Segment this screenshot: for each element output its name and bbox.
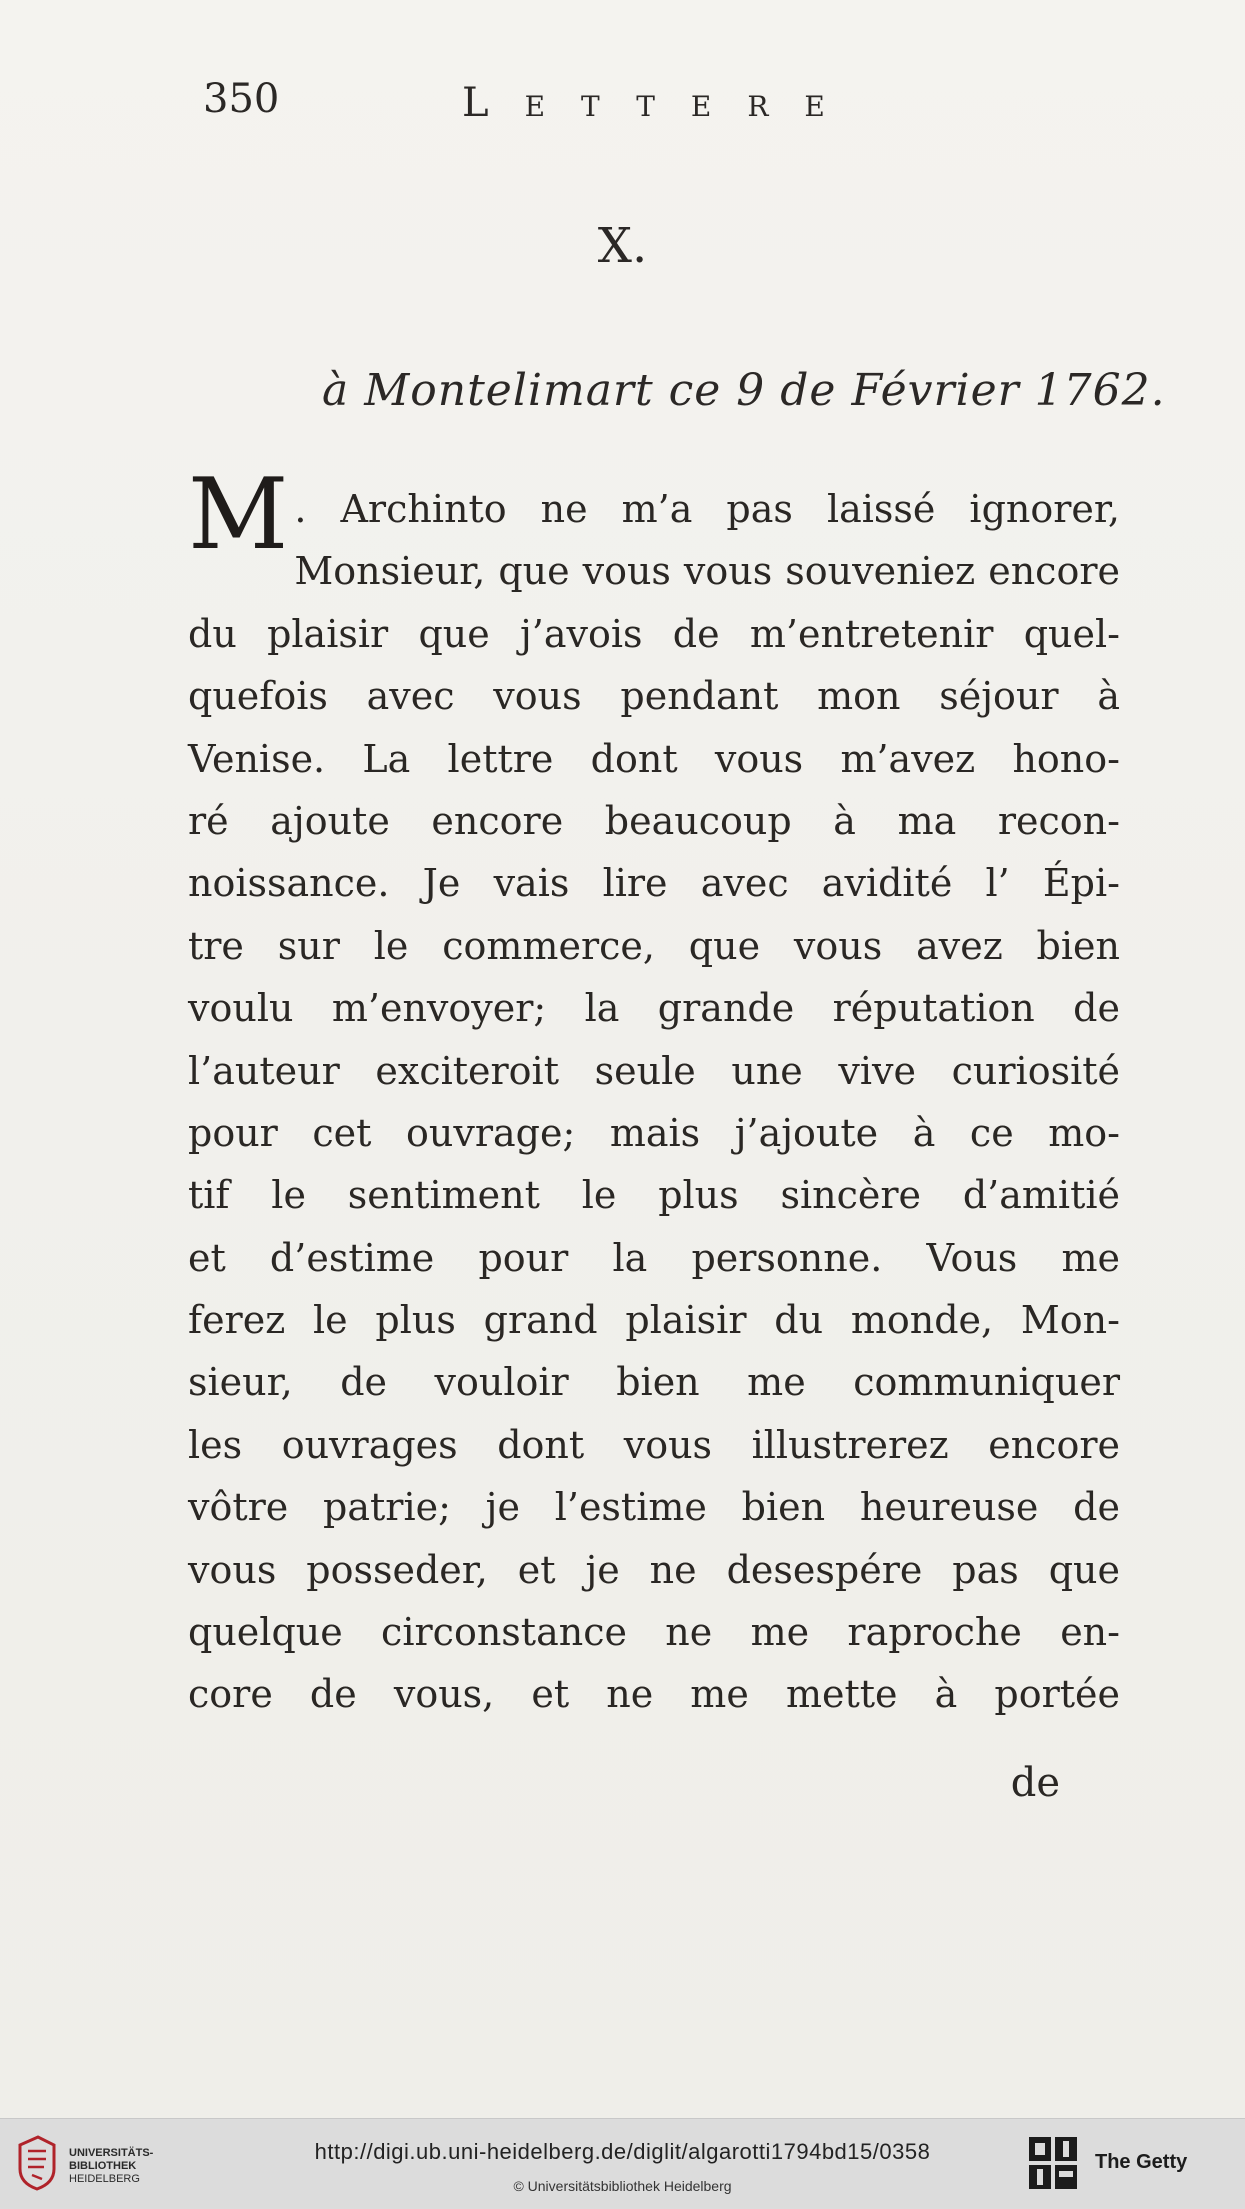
text-line: vôtre patrie; je l’estime bien heureuse de [188, 1485, 1120, 1530]
catchword: de [1010, 1760, 1060, 1806]
text-line: ferez le plus grand plaisir du monde, Mon- [188, 1298, 1120, 1343]
text-line: quefois avec vous pendant mon séjour à [188, 674, 1120, 719]
text-line: . Archinto ne m’a pas laissé ignorer, [294, 487, 1120, 531]
dateline: à Montelimart ce 9 de Février 1762. [322, 365, 1166, 416]
text-line: et d’estime pour la personne. Vous me [188, 1235, 1120, 1280]
sponsor-name: The Getty [1095, 2151, 1188, 2173]
running-head: Lettere [462, 80, 861, 126]
text-line: sieur, de vouloir bien me communiquer [188, 1360, 1120, 1405]
text-line: Monsieur, que vous vous souveniez encore [294, 549, 1120, 594]
text-line: tif le sentiment le plus sincère d’amitié [188, 1173, 1120, 1218]
text-line: Venise. La lettre dont vous m’avez hono- [188, 736, 1120, 781]
library-name: UNIVERSITÄTS- BIBLIOTHEK HEIDELBERG [69, 2147, 154, 2185]
copyright-notice: © Universitätsbibliothek Heidelberg [513, 2178, 732, 2194]
drop-cap: M [188, 458, 289, 572]
getty-logo[interactable] [1027, 2133, 1227, 2195]
text-line: noissance. Je vais lire avec avidité l’ Épi- [188, 861, 1120, 906]
text-line: tre sur le commerce, que vous avez bien [188, 923, 1120, 968]
letter-body [188, 458, 1120, 1726]
text-line: les ouvrages dont vous illustrerez encore [188, 1422, 1120, 1467]
text-line: du plaisir que j’avois de m’entretenir quel- [188, 611, 1120, 656]
viewer-footer [0, 2118, 1245, 2209]
getty-mark-icon [1027, 2135, 1079, 2191]
text-line: voulu m’envoyer; la grande réputation de [188, 986, 1120, 1031]
permalink-url[interactable]: http://digi.ub.uni-heidelberg.de/diglit/algarotti1794bd15/0358 [314, 2139, 931, 2164]
text-line: vous posseder, et je ne desespére pas que [188, 1547, 1120, 1592]
text-line: l’auteur exciteroit seule une vive curiosité [188, 1048, 1120, 1093]
letter-number: X. [597, 218, 648, 274]
text-line: quelque circonstance ne me raproche en- [188, 1610, 1120, 1655]
text-line: ré ajoute encore beaucoup à ma recon- [188, 798, 1120, 843]
page-number: 350 [203, 76, 280, 122]
text-line: pour cet ouvrage; mais j’ajoute à ce mo- [188, 1110, 1120, 1155]
text-line: core de vous, et ne me mette à portée [188, 1672, 1120, 1717]
